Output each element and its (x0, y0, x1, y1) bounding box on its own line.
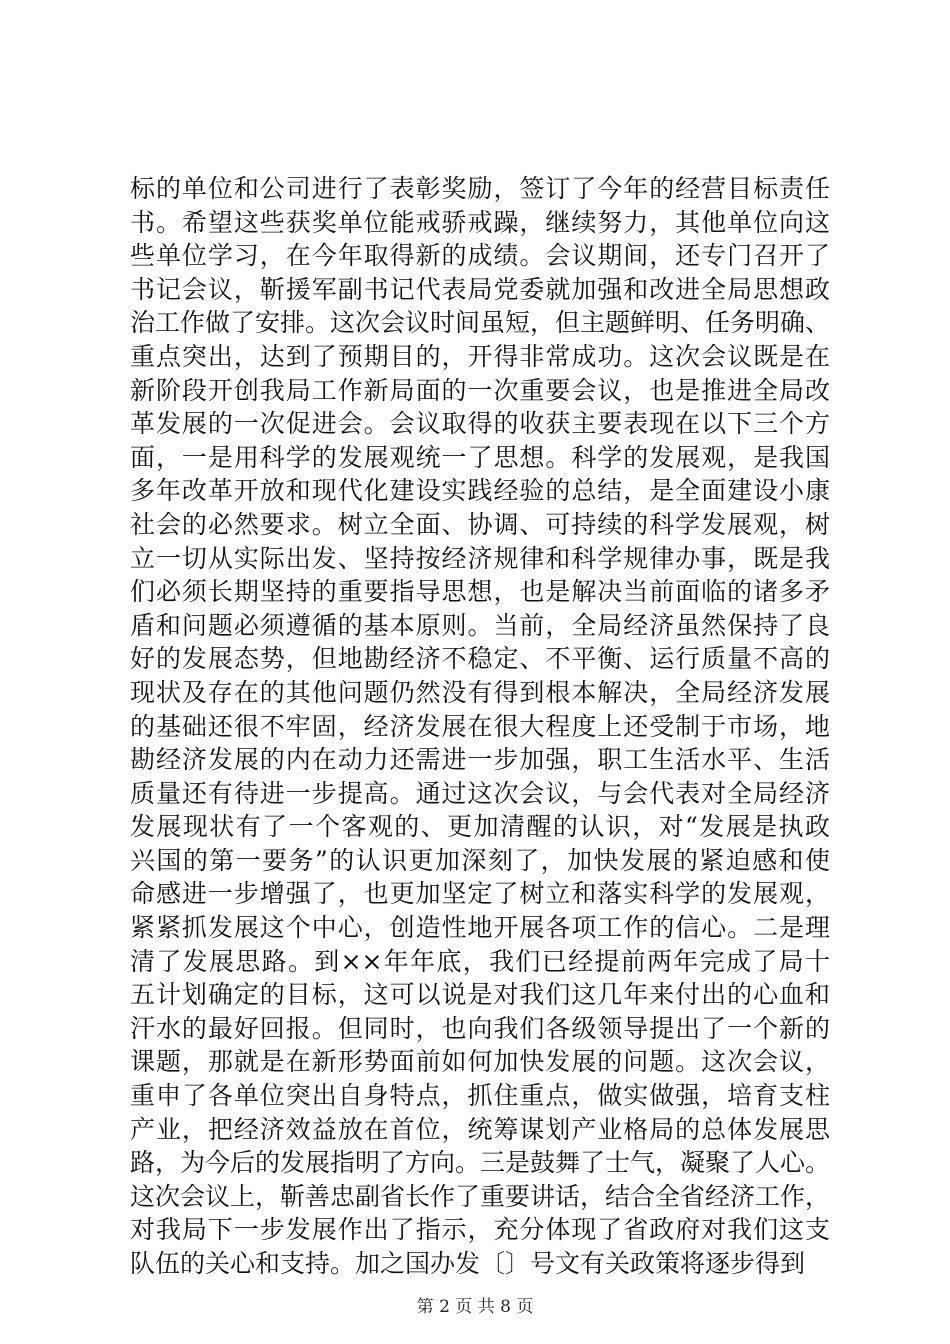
text-line: 新阶段开创我局工作新局面的一次重要会议，也是推进全局改 (130, 375, 830, 405)
text-line: 们必须长期坚持的重要指导思想，也是解决当前面临的诸多矛 (130, 577, 830, 607)
text-line: 书。希望这些获奖单位能戒骄戒躁，继续努力，其他单位向这 (130, 207, 830, 237)
text-line: 治工作做了安排。这次会议时间虽短，但主题鲜明、任务明确、 (130, 308, 831, 338)
text-line: 队伍的关心和支持。加之国办发〔〕号文有关政策将逐步得到 (130, 1249, 806, 1278)
text-line: 革发展的一次促进会。会议取得的收获主要表现在以下三个方 (130, 409, 830, 439)
text-line: 紧紧抓发展这个中心，创造性地开展各项工作的信心。二是理 (130, 913, 830, 943)
text-line: 盾和问题必须遵循的基本原则。当前，全局经济虽然保持了良 (130, 610, 830, 640)
text-line: 社会的必然要求。树立全面、协调、可持续的科学发展观，树 (130, 509, 830, 539)
text-line: 发展现状有了一个客观的、更加清醒的认识，对“发展是执政 (130, 812, 830, 842)
page-number-footer: 第 2 页 共 8 页 (416, 1297, 534, 1317)
text-line: 质量还有待进一步提高。通过这次会议，与会代表对全局经济 (130, 778, 830, 808)
text-line: 命感进一步增强了，也更加坚定了树立和落实科学的发展观， (130, 879, 830, 909)
text-line: 产业，把经济效益放在首位，统筹谋划产业格局的总体发展思 (130, 1114, 830, 1144)
text-line: 汗水的最好回报。但同时，也向我们各级领导提出了一个新的 (130, 1013, 830, 1043)
text-line: 对我局下一步发展作出了指示，充分体现了省政府对我们这支 (130, 1215, 830, 1245)
text-line: 兴国的第一要务”的认识更加深刻了，加快发展的紧迫感和使 (130, 845, 830, 875)
text-line: 这次会议上，靳善忠副省长作了重要讲话，结合全省经济工作， (130, 1181, 831, 1211)
text-line: 重点突出，达到了预期目的，开得非常成功。这次会议既是在 (130, 341, 830, 371)
text-line: 书记会议，靳援军副书记代表局党委就加强和改进全局思想政 (130, 274, 830, 304)
text-line: 勘经济发展的内在动力还需进一步加强，职工生活水平、生活 (130, 745, 830, 775)
text-line: 好的发展态势，但地勘经济不稳定、不平衡、运行质量不高的 (130, 644, 830, 674)
text-line: 的基础还很不牢固，经济发展在很大程度上还受制于市场，地 (130, 711, 830, 741)
text-line: 五计划确定的目标，这可以说是对我们这几年来付出的心血和 (130, 980, 830, 1010)
body-text (130, 172, 830, 1281)
text-line: 清了发展思路。到××年年底，我们已经提前两年完成了局十 (130, 946, 830, 976)
text-line: 标的单位和公司进行了表彰奖励，签订了今年的经营目标责任 (130, 174, 830, 203)
text-line: 多年改革开放和现代化建设实践经验的总结，是全面建设小康 (130, 476, 830, 506)
text-line: 重申了各单位突出自身特点，抓住重点，做实做强，培育支柱 (130, 1081, 830, 1111)
text-line: 路，为今后的发展指明了方向。三是鼓舞了士气，凝聚了人心。 (130, 1148, 831, 1178)
text-line: 课题，那就是在新形势面前如何加快发展的问题。这次会议， (130, 1047, 830, 1077)
text-line: 面，一是用科学的发展观统一了思想。科学的发展观，是我国 (130, 442, 830, 472)
text-line: 立一切从实际出发、坚持按经济规律和科学规律办事，既是我 (130, 543, 830, 573)
text-line: 些单位学习，在今年取得新的成绩。会议期间，还专门召开了 (130, 241, 830, 271)
text-line: 现状及存在的其他问题仍然没有得到根本解决，全局经济发展 (130, 677, 830, 707)
